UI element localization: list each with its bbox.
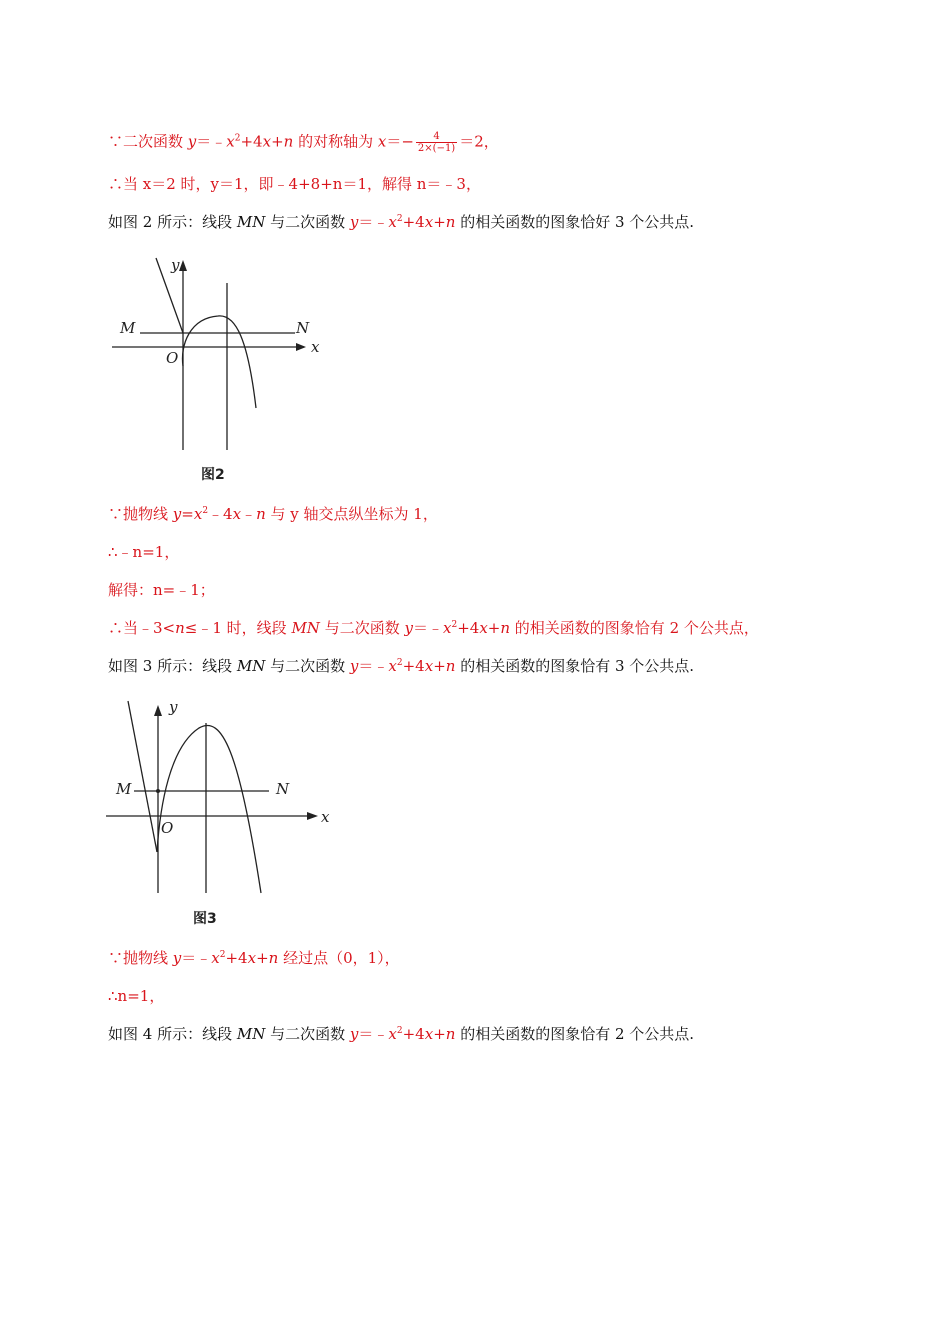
figure-3-graph (104, 695, 340, 900)
line-parabola-intercept: ∵抛物线 $y=x^2﹣4x﹣n$ 与 y 轴交点纵坐标为 1， (108, 505, 438, 523)
line-figure3-intro: 如图 3 所示：线段 MN 与二次函数 $y=﹣x^2+4x+n$ 的相关函数的图象恰有 3 个公共点. (108, 657, 695, 675)
origin-label: O (166, 349, 179, 367)
point-m-label: M (120, 319, 136, 337)
figure-3-caption: 图3 (193, 911, 217, 927)
line-solve-n-minus-1: 解得：n=﹣1； (108, 581, 215, 599)
line-passes-point: ∵抛物线 $y=﹣x^2+4x+n$ 经过点（0，1）， (108, 949, 400, 967)
line-minus-n-equals-1: ∴﹣n=1， (108, 543, 180, 561)
line-range-two-points: ∴当﹣3<n≤﹣1 时，线段 MN 与二次函数 $y=﹣x^2+4x+n$ 的相关函数的图象恰有 2 个公共点， (108, 619, 759, 637)
line-figure2-intro: 如图 2 所示：线段 MN 与二次函数 $y=﹣x^2+4x+n$ 的相关函数的图象恰好 3 个公共点. (108, 213, 695, 231)
fraction: $\frac{4}{2\times(-1)}$ (417, 131, 456, 154)
figure-2-graph (108, 250, 338, 450)
x-axis-label: x (321, 808, 330, 826)
line-figure4-intro: 如图 4 所示：线段 MN 与二次函数 $y=﹣x^2+4x+n$ 的相关函数的图象恰有 2 个公共点. (108, 1025, 695, 1043)
point-n-label: N (276, 780, 290, 798)
figure-3 (104, 695, 340, 900)
figure-2-caption: 图2 (201, 467, 225, 483)
line-n-equals-1: ∴n=1， (108, 987, 165, 1005)
point-m-label: M (116, 780, 132, 798)
y-axis-label: y (171, 256, 180, 274)
line-solve-n-minus-3: ∴当 x＝2 时，y＝1，即﹣4+8+n＝1，解得 n＝﹣3， (108, 175, 481, 193)
y-axis-label: y (169, 698, 178, 716)
figure-2 (108, 250, 338, 450)
line-axis-of-symmetry: ∵二次函数 $y=﹣x^2+4x+n$ 的对称轴为 x＝− $\frac{4}{2\times(-1)}$ ＝2， (108, 131, 499, 154)
x-axis-label: x (311, 338, 320, 356)
origin-label: O (161, 819, 174, 837)
point-n-label: N (296, 319, 310, 337)
